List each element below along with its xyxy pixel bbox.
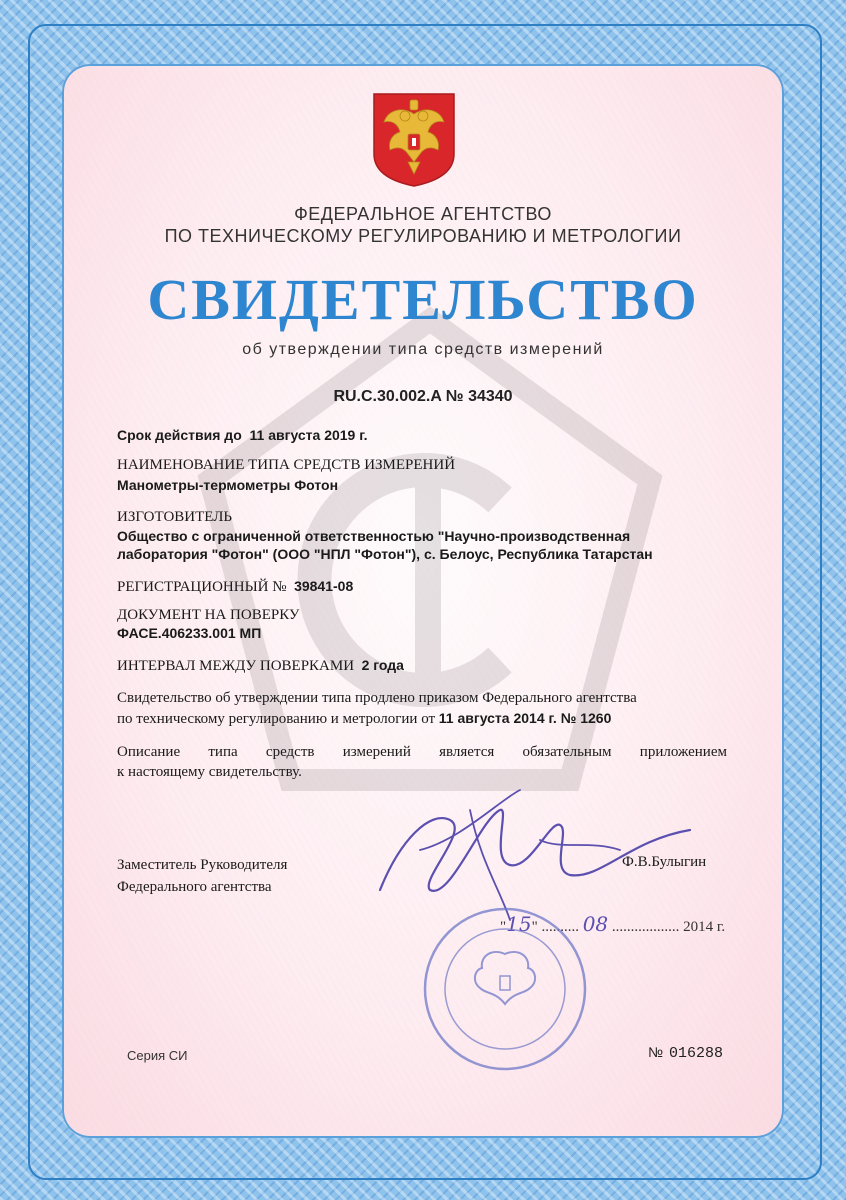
certificate-title: СВИДЕТЕЛЬСТВО [147,267,699,332]
extension-order-value: 11 августа 2014 г. № 1260 [438,710,612,726]
agency-name-line2: ПО ТЕХНИЧЕСКОМУ РЕГУЛИРОВАНИЮ И МЕТРОЛОГИИ [164,226,682,246]
russian-coat-of-arms-icon [372,92,456,188]
date-day: 15 [506,912,532,936]
series-label: Серия СИ [127,1048,188,1063]
official-seal-icon [420,904,590,1074]
appendix-line1: Описание типа средств измерений является обязательным приложением [117,744,727,760]
serial-value: 016288 [669,1045,724,1062]
manufacturer-label: ИЗГОТОВИТЕЛЬ [117,509,233,525]
appendix-paragraph [117,742,727,782]
issue-date: "15" .......... 08 .................. 2014 г. [500,912,726,936]
signatory-position [117,854,287,898]
signatory-position-line1: Заместитель Руководителя [117,857,288,873]
extension-line1: Свидетельство об утверждении типа продлено приказом Федерального агентства [117,690,637,706]
serial-prefix: № [648,1044,664,1060]
certificate-subtitle: об утверждении типа средств измерений [242,341,604,358]
type-name-label: НАИМЕНОВАНИЕ ТИПА СРЕДСТВ ИЗМЕРЕНИЙ [117,457,456,473]
interval-line [117,656,737,676]
signatory-name: Ф.В.Булыгин [622,854,707,870]
manufacturer-line2: лаборатория "Фотон" (ООО "НПЛ "Фотон"), с. Белоус, Республика Татарстан [117,546,653,562]
serial-number [648,1044,723,1062]
date-year: 2014 г. [683,919,726,935]
registration-label: РЕГИСТРАЦИОННЫЙ № [117,579,287,595]
agency-name-line1: ФЕДЕРАЛЬНОЕ АГЕНТСТВО [294,204,552,224]
certificate-reg-number: RU.C.30.002.A № 34340 [333,388,513,405]
registration-value: 39841-08 [294,578,354,594]
interval-label: ИНТЕРВАЛ МЕЖДУ ПОВЕРКАМИ [117,658,355,674]
extension-line2-prefix: по техническому регулированию и метрологии от [117,711,436,727]
appendix-line2: к настоящему свидетельству. [117,764,302,780]
validity-value: 11 августа 2019 г. [249,427,368,443]
verification-doc-value: ФАСЕ.406233.001 МП [117,625,262,641]
registration-line [117,577,737,597]
manufacturer-line1: Общество с ограниченной ответственностью "Научно-производственная [117,528,631,544]
verification-doc-label: ДОКУМЕНТ НА ПОВЕРКУ [117,607,300,623]
signatory-position-line2: Федерального агентства [117,879,272,895]
validity-line [117,426,737,445]
type-name-value: Манометры-термометры Фотон [117,477,339,493]
date-month: 08 [582,912,609,936]
extension-line2 [117,708,727,729]
validity-label: Срок действия до [117,427,242,443]
interval-value: 2 года [361,657,404,673]
extension-paragraph [117,688,727,729]
